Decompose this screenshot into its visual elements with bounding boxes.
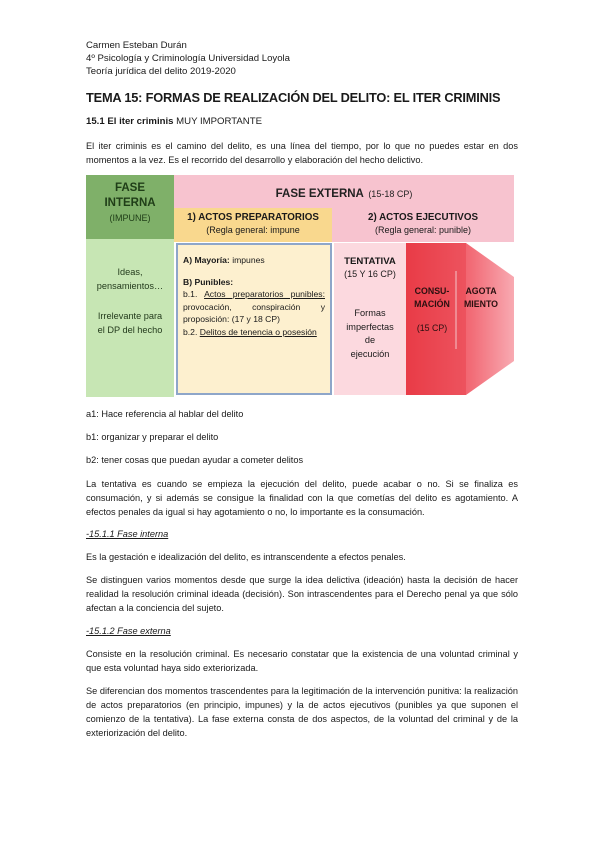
section-heading <box>86 116 262 127</box>
fase-interna-sub: (IMPUNE) <box>109 213 151 223</box>
agota-2: MIENTO <box>463 299 499 309</box>
fase-interna-ideas: Ideas, <box>117 267 143 277</box>
fase-externa-title: FASE EXTERNA <box>275 188 364 200</box>
actos-ejec-sub: (Regla general: punible) <box>374 225 472 235</box>
tentativa-paragraph: La tentativa es cuando se empieza la ejecución del delito, puede acabar o no. Si se finaliza es consumación, y si además se consigue la finalidad con la que cometías del delito es agotamiento. A efectos penales da igual si hay agotamiento o no, lo importante es la consumación. <box>86 479 518 517</box>
actos-preparatorios-body <box>176 243 332 395</box>
iter-criminis-diagram <box>86 175 514 397</box>
b2-link: Delitos de tenencia o posesión <box>199 326 317 337</box>
fase-interna-irrelevante: Irrelevante para <box>97 311 163 321</box>
fase-interna-paragraph-2: Se distinguen varios momentos desde que surge la idea delictiva (ideación) hasta la decisión de hacer realidad la resolución criminal ideada (decisión). Son intrascendentes para el Derecho penal ya que sólo afectan a la conciencia del sujeto. <box>86 575 518 613</box>
tentativa-box <box>334 243 406 395</box>
tentativa-imperfectas: imperfectas <box>346 321 394 332</box>
author-name: Carmen Esteban Durán <box>86 40 187 51</box>
heading-fase-externa-text: -15.1.2 Fase externa <box>86 626 171 636</box>
actos-prep-sub: (Regla general: impune <box>206 225 300 235</box>
fase-externa-paragraph-1: Consiste en la resolución criminal. Es necesario constatar que la existencia de una voluntad criminal y que esta voluntad haya sido exteriorizada. <box>86 649 518 673</box>
consu-2: MACIÓN <box>414 299 450 309</box>
page-title: TEMA 15: FORMAS DE REALIZACIÓN DEL DELITO: EL ITER CRIMINIS <box>86 90 501 105</box>
consu-cp: (15 CP) <box>416 323 448 333</box>
intro-paragraph: El iter criminis es el camino del delito, es una línea del tiempo, por lo que no puedes estar en dos momentos a la vez. Es el recorrido del desarrollo y elaboración del hecho delictivo. <box>86 141 518 165</box>
fase-interna-header <box>86 175 174 239</box>
subject-name: Teoría jurídica del delito 2019-2020 <box>86 66 236 77</box>
fase-interna-paragraph-1: Es la gestación e idealización del delito, es intranscendente a efectos penales. <box>86 552 406 562</box>
section-note: MUY IMPORTANTE <box>176 116 262 127</box>
b2-item <box>183 326 325 339</box>
agotamiento-label <box>458 285 504 311</box>
note-a1: a1: Hace referencia al hablar del delito <box>86 409 244 419</box>
tentativa-cp: (15 Y 16 CP) <box>344 269 396 279</box>
section-number: 15.1 <box>86 116 105 127</box>
agota-1: AGOTA <box>465 286 497 296</box>
heading-fase-externa <box>86 624 518 638</box>
fase-interna-title-1: FASE <box>114 182 146 194</box>
tentativa-title: TENTATIVA <box>344 256 396 267</box>
course-name: 4º Psicología y Criminología Universidad Loyola <box>86 53 291 64</box>
consumacion-agotamiento-arrow <box>406 243 514 395</box>
fase-externa-cp: (15-18 CP) <box>368 189 413 199</box>
heading-fase-interna <box>86 527 518 541</box>
mayoria-label: A) Mayoría: <box>183 255 230 265</box>
b1-text: provocación, conspiración y proposición: (17 y 18 CP) <box>183 301 325 325</box>
section-name: El iter criminis <box>107 116 174 127</box>
fase-externa-header <box>174 175 514 208</box>
fase-interna-pensamientos: pensamientos… <box>96 281 164 291</box>
fase-interna-body <box>86 239 174 397</box>
note-b1: b1: organizar y preparar el delito <box>86 432 219 442</box>
b1-num: b.1. <box>183 289 198 300</box>
actos-ejec-title: 2) ACTOS EJECUTIVOS <box>368 212 478 223</box>
mayoria-line <box>183 254 325 267</box>
tentativa-formas: Formas <box>354 308 386 318</box>
punibles-label: B) Punibles: <box>183 276 234 287</box>
fase-interna-title-2: INTERNA <box>104 197 156 209</box>
mayoria-text: impunes <box>232 255 265 265</box>
b1-link: Actos preparatorios punibles: <box>204 289 325 300</box>
fase-externa-paragraph-2: Se diferencian dos momentos trascendentes para la legitimación de la intervención punitiva: la realización de actos preparatorios (en principio, impunes) y la de actos ejecutivos (punibles ya que suponen el comienzo de la tentativa). La fase externa consta de dos aspectos, de la voluntad del criminal y de la exteriorización del delito. <box>86 686 518 738</box>
tentativa-ejecucion: ejecución <box>350 348 390 359</box>
tentativa-de: de <box>364 335 376 345</box>
actos-prep-title: 1) ACTOS PREPARATORIOS <box>187 212 319 223</box>
b1-item <box>183 288 325 326</box>
note-b2: b2: tener cosas que puedan ayudar a cometer delitos <box>86 455 304 465</box>
fase-interna-dp: el DP del hecho <box>97 325 163 335</box>
heading-fase-interna-text: -15.1.1 Fase interna <box>86 529 169 539</box>
actos-preparatorios-header <box>174 208 332 242</box>
actos-ejecutivos-header <box>332 208 514 242</box>
consumacion-label <box>408 285 456 335</box>
consu-1: CONSU- <box>414 286 450 296</box>
b2-num: b.2. <box>183 326 198 337</box>
